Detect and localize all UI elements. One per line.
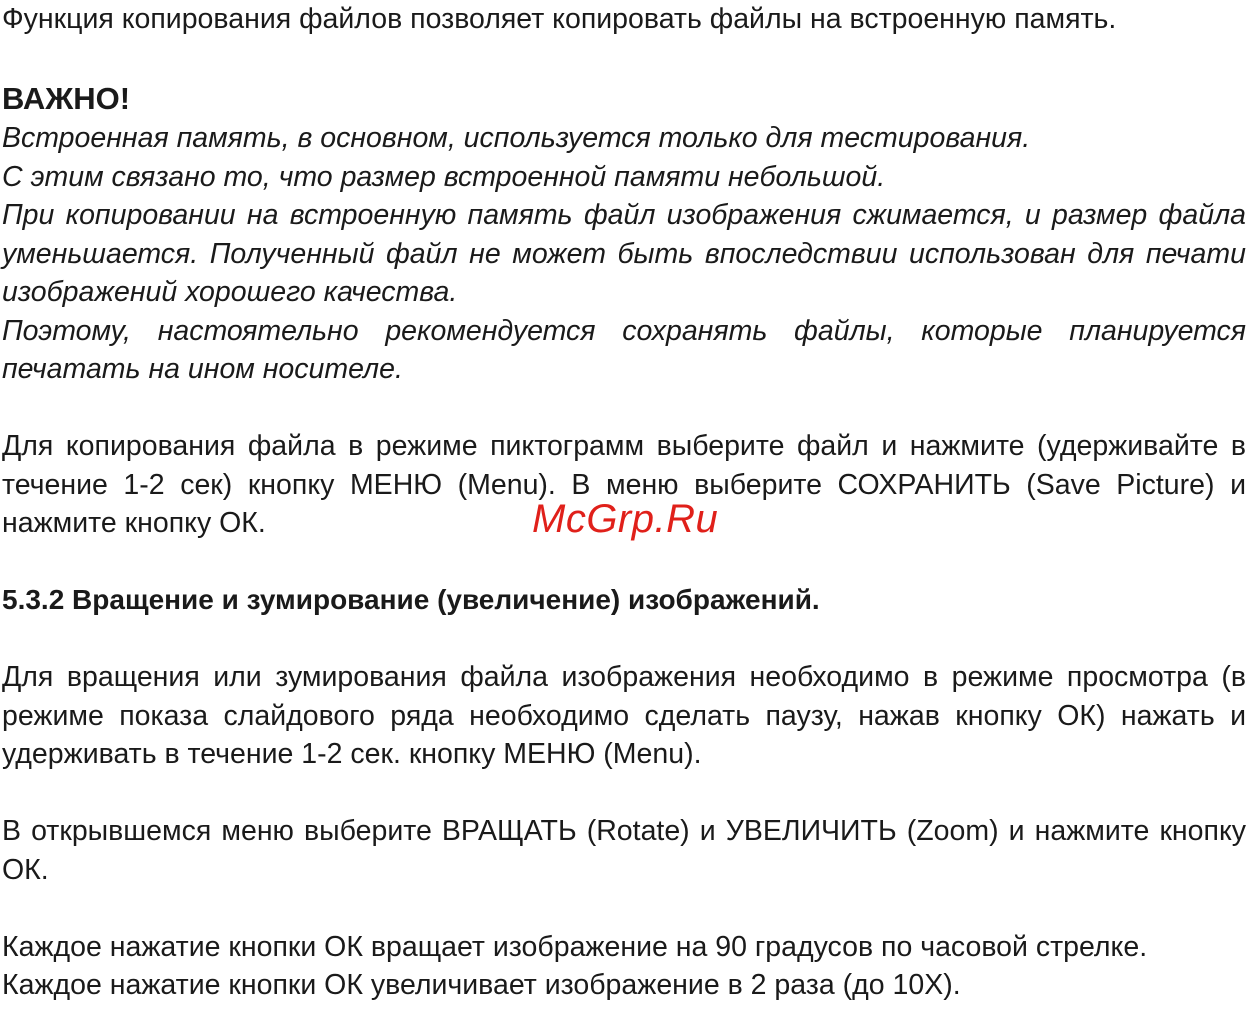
spacer <box>2 889 1246 928</box>
important-line-2: С этим связано то, что размер встроенной памяти небольшой. <box>2 160 886 193</box>
zoom-note-line: Каждое нажатие кнопки ОК увеличивает изображение в 2 раза (до 10X). <box>2 969 961 1001</box>
important-line-1: Встроенная память, в основном, используется только для тестирования. <box>2 122 1031 154</box>
rotate-note-line: Каждое нажатие кнопки ОК вращает изображение на 90 градусов по часовой стрелке. <box>2 930 1148 963</box>
section-heading: 5.3.2 Вращение и зумирование (увеличение) изображений. <box>2 584 820 615</box>
watermark-logo: McGrp.Ru <box>532 497 719 541</box>
copy-instructions-paragraph: Для копирования файла в режиме пиктограмм выберите файл и нажмите (удерживайте в течение 1-2 сек) кнопку МЕНЮ (Menu). В меню выберите СОХРАНИТЬ (Save Picture) и нажмите кнопку ОК. <box>2 430 1246 539</box>
spacer <box>2 774 1246 813</box>
spacer <box>2 389 1246 428</box>
spacer <box>2 39 1246 78</box>
intro-paragraph: Функция копирования файлов позволяет копировать файлы на встроенную память. <box>2 3 1117 35</box>
spacer <box>2 543 1246 582</box>
menu-choice-paragraph: В открывшемся меню выберите ВРАЩАТЬ (Rotate) и УВЕЛИЧИТЬ (Zoom) и нажмите кнопку ОК. <box>2 815 1246 886</box>
important-line-4: Поэтому, настоятельно рекомендуется сохранять файлы, которые планируется печатать на ином носителе. <box>2 314 1246 385</box>
spacer <box>2 620 1246 659</box>
document-page <box>2 0 1246 1005</box>
important-title: ВАЖНО! <box>2 81 131 116</box>
important-line-3: При копировании на встроенную память файл изображения сжимается, и размер файла уменьшается. Полученный файл не может быть впоследствии использован для печати изображений хорошего качества. <box>2 199 1246 308</box>
rotate-zoom-paragraph: Для вращения или зумирования файла изображения необходимо в режиме просмотра (в режиме показа слайдового ряда необходимо сделать паузу, нажав кнопку ОК) нажать и удерживать в течение 1-2 сек. кнопку МЕНЮ (Menu). <box>2 661 1246 770</box>
